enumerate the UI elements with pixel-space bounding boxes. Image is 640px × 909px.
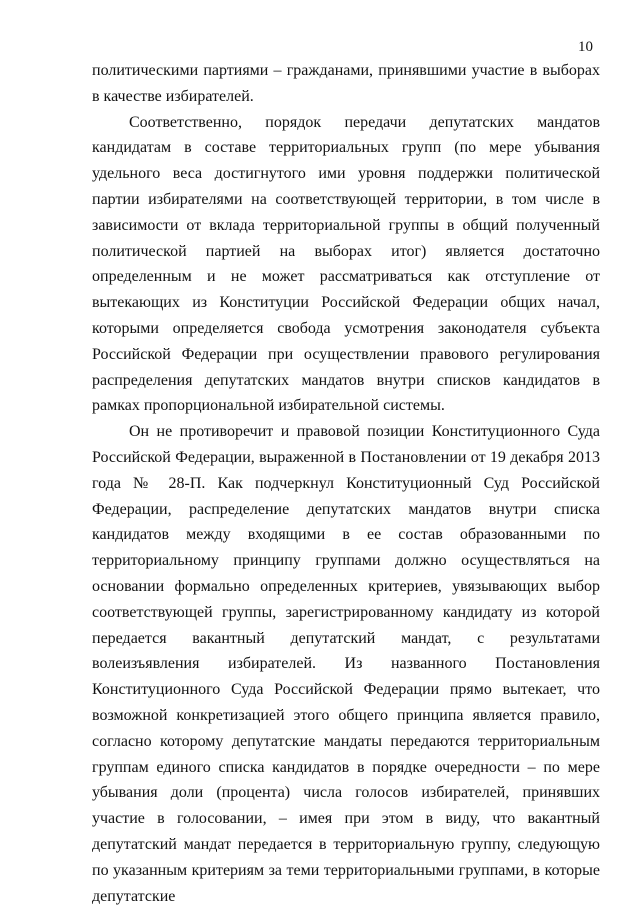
document-body <box>92 58 600 909</box>
paragraph-continuation: политическими партиями – гражданами, принявшими участие в выборах в качестве избирателей. <box>92 62 600 105</box>
paragraph-mandate-transfer-order: Соответственно, порядок передачи депутатских мандатов кандидатам в составе территориальных групп (по мере убывания удельного веса достигнутого ими уровня поддержки политической партии избирателями на соответствующей территории, в том числе в зависимости от вклада территориальной группы в общий полученный политической партией на выборах итог) является достаточно определенным и не может рассматриваться как отступление от вытекающих из Конституции Российской Федерации общих начал, которыми определяется свобода усмотрения законодателя субъекта Российской Федерации при осуществлении правового регулирования распределения депутатских мандатов внутри списков кандидатов в рамках пропорциональной избирательной системы. <box>92 113 600 415</box>
page-number: 10 <box>578 39 593 55</box>
paragraph-constitutional-court-position: Он не противоречит и правовой позиции Конституционного Суда Российской Федерации, выраженной в Постановлении от 19 декабря 2013 года № 28-П. Как подчеркнул Конституционный Суд Российской Федерации, распределение депутатских мандатов внутри списка кандидатов между входящими в ее состав образованными по территориальному принципу группами должно осуществляться на основании формально определенных критериев, увязывающих выбор соответствующей группы, зарегистрированному кандидату из которой передается вакантный депутатский мандат, с результатами волеизъявления избирателей. Из названного Постановления Конституционного Суда Российской Федерации прямо вытекает, что возможной конкретизацией этого общего принципа является правило, согласно которому депутатские мандаты передаются территориальным группам единого списка кандидатов в порядке очередности – по мере убывания доли (процента) числа голосов избирателей, принявших участие в голосовании, – имея при этом в виду, что вакантный депутатский мандат передается в территориальную группу, следующую по указанным критериям за теми территориальными группами, в которые депутатские <box>92 423 600 905</box>
